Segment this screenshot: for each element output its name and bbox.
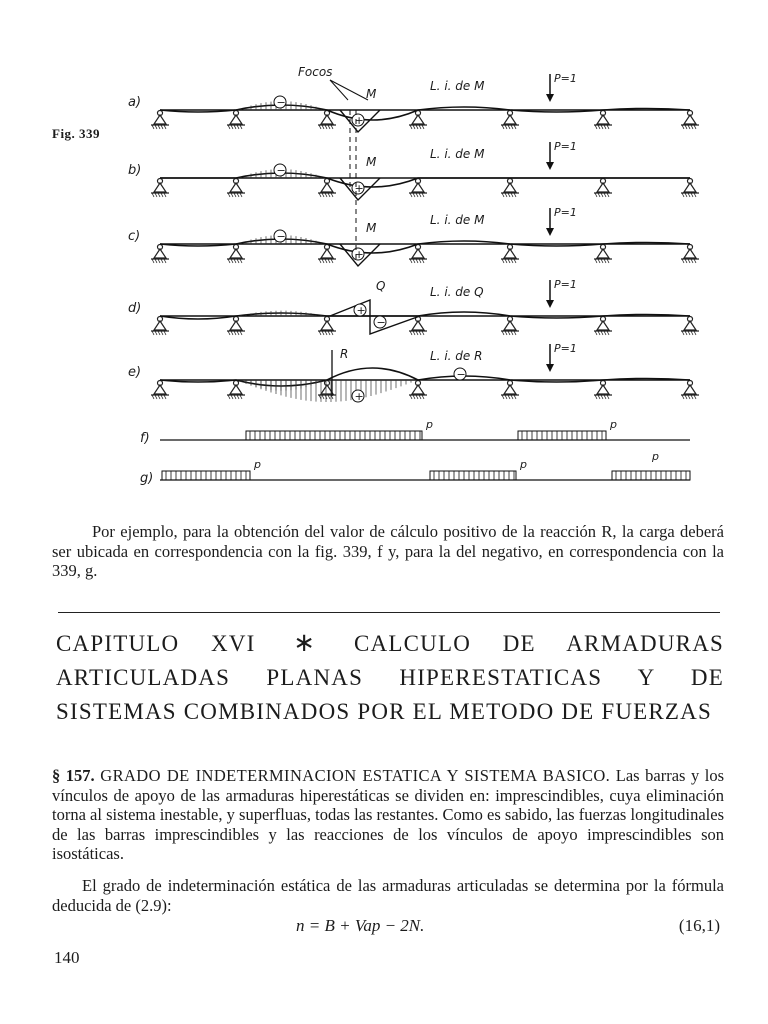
sign-minus-1-text: − xyxy=(276,164,286,177)
influence-line-0 xyxy=(160,105,690,120)
focos-leader-1 xyxy=(330,80,348,100)
section-divider xyxy=(58,612,720,613)
support-icon xyxy=(227,179,245,198)
section-body: Las barras y los vínculos de apoyo de las armaduras hiperestáticas se dividen en: imprescindibles, cuya eliminación torna al sistema inestable, y superfluas, todas las restantes. Como es sabido, las fuerzas longitudinales de las barras imprescindibles y las reacciones de los vínculos de apoyo imprescindibles son isostáticas. xyxy=(52,766,725,863)
row-load-4: P=1 xyxy=(554,342,577,355)
load-block-g-3 xyxy=(612,471,690,480)
row-title-4: L. i. de R xyxy=(430,349,483,363)
row-load-2: P=1 xyxy=(554,206,577,219)
support-icon xyxy=(151,381,169,400)
chapter-label: CAPITULO XVI xyxy=(56,631,256,656)
formula-number: (16,1) xyxy=(678,916,720,935)
support-icon xyxy=(681,317,699,336)
row-load-0: P=1 xyxy=(554,72,577,85)
section-title: GRADO DE INDETERMINACION ESTATICA Y SISTEMA BASICO. xyxy=(100,766,611,785)
paragraph-formula-intro: El grado de indeterminación estática de las armaduras articuladas se determina por la fórmula deducida de (2.9): xyxy=(52,876,724,915)
shear-label: Q xyxy=(376,279,386,293)
load-label-g-2: p xyxy=(520,458,527,471)
sign-plus-2-text: + xyxy=(354,248,364,261)
chapter-title: CALCULO DE ARMADURAS ARTICULADAS PLANAS HIPERESTATICAS Y DE SISTEMAS COMBINADOS POR EL METODO DE FUERZAS xyxy=(56,631,725,724)
support-icon xyxy=(681,245,699,264)
support-icon xyxy=(594,179,612,198)
support-icon xyxy=(227,245,245,264)
page-number: 140 xyxy=(54,948,80,967)
moment-label-0: M xyxy=(366,87,377,101)
row-tag-f: f) xyxy=(140,431,150,446)
row-tag-1: b) xyxy=(128,163,142,178)
load-arrow-1-head xyxy=(546,162,554,170)
support-icon xyxy=(151,179,169,198)
influence-line-1 xyxy=(160,173,690,187)
star-icon: ∗ xyxy=(293,628,317,657)
influence-line-3 xyxy=(160,312,690,319)
support-icon xyxy=(501,381,519,400)
sign-minus-e-text: − xyxy=(456,368,466,381)
load-block-g-2 xyxy=(430,471,516,480)
influence-line-2 xyxy=(160,239,690,253)
figure-label: Fig. 339 xyxy=(52,126,101,141)
support-icon xyxy=(501,317,519,336)
chapter-heading xyxy=(56,626,724,729)
support-icon xyxy=(318,245,336,264)
load-block-f-2 xyxy=(518,431,606,440)
sign-plus-0-text: + xyxy=(354,114,364,127)
moment-label-1: M xyxy=(366,155,377,169)
influence-lines-figure xyxy=(40,60,740,510)
support-icon xyxy=(501,179,519,198)
support-icon xyxy=(501,245,519,264)
row-tag-0: a) xyxy=(128,95,142,110)
load-label-f-2: p xyxy=(610,418,617,431)
reaction-label: R xyxy=(340,347,349,361)
shear-jump xyxy=(330,300,420,334)
support-icon xyxy=(151,317,169,336)
load-arrow-0-head xyxy=(546,94,554,102)
load-block-g-1 xyxy=(162,471,250,480)
row-load-1: P=1 xyxy=(554,140,577,153)
sign-plus-d-text: + xyxy=(356,304,366,317)
support-icon xyxy=(318,317,336,336)
support-icon xyxy=(227,317,245,336)
paragraph-reaction-example: Por ejemplo, para la obtención del valor de cálculo positivo de la reacción R, la carga deberá ser ubicada en correspondencia con la fig. 339, f y, para la del negativo, en correspondencia con la 339, g. xyxy=(52,522,724,580)
load-block-f-1 xyxy=(246,431,422,440)
support-icon xyxy=(227,111,245,130)
support-icon xyxy=(594,111,612,130)
row-load-3: P=1 xyxy=(554,278,577,291)
row-tag-2: c) xyxy=(128,229,141,244)
moment-label-2: M xyxy=(366,221,377,235)
support-icon xyxy=(594,381,612,400)
support-icon xyxy=(318,179,336,198)
support-icon xyxy=(409,245,427,264)
focos-leader-2 xyxy=(330,80,368,100)
sign-minus-d-text: − xyxy=(376,316,386,329)
row-title-0: L. i. de M xyxy=(430,79,485,93)
sign-minus-0-text: − xyxy=(276,96,286,109)
formula-expression: n = B + Vap − 2N. xyxy=(296,916,425,935)
support-icon xyxy=(681,179,699,198)
row-title-3: L. i. de Q xyxy=(430,285,484,299)
row-tag-4: e) xyxy=(128,365,142,380)
row-tag-g: g) xyxy=(140,471,154,486)
sign-minus-2-text: − xyxy=(276,230,286,243)
support-icon xyxy=(594,317,612,336)
hatch-4-main xyxy=(236,380,416,402)
support-icon xyxy=(227,381,245,400)
support-icon xyxy=(681,111,699,130)
load-label-f-1: p xyxy=(426,418,433,431)
sign-plus-1-text: + xyxy=(354,182,364,195)
load-arrow-3-head xyxy=(546,300,554,308)
support-icon xyxy=(594,245,612,264)
load-label-g-3: p xyxy=(652,450,659,463)
support-icon xyxy=(151,245,169,264)
sign-plus-e-text: + xyxy=(354,390,364,403)
focos-label: Focos xyxy=(298,65,333,79)
row-title-2: L. i. de M xyxy=(430,213,485,227)
support-icon xyxy=(409,179,427,198)
influence-line-4 xyxy=(160,368,690,386)
section-157 xyxy=(52,766,724,864)
load-label-g-1: p xyxy=(254,458,261,471)
support-icon xyxy=(409,381,427,400)
section-number: § 157. xyxy=(52,766,95,785)
row-title-1: L. i. de M xyxy=(430,147,485,161)
support-icon xyxy=(681,381,699,400)
load-arrow-4-head xyxy=(546,364,554,372)
support-icon xyxy=(151,111,169,130)
load-arrow-2-head xyxy=(546,228,554,236)
support-icon xyxy=(501,111,519,130)
row-tag-3: d) xyxy=(128,301,142,316)
